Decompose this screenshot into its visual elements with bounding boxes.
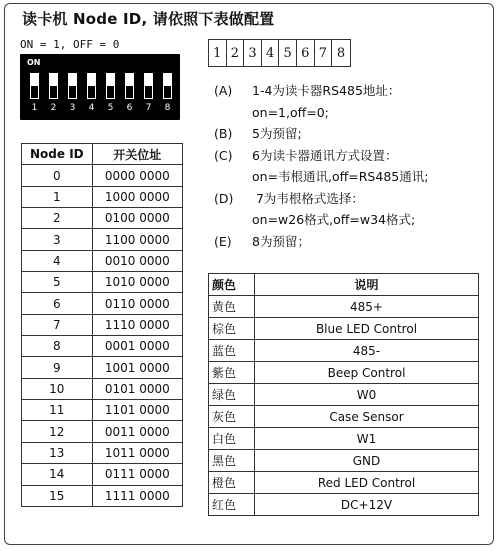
node-id-cell: 3 [22,229,93,250]
node-id-cell: 15 [22,485,93,506]
switch-address-cell: 0100 0000 [92,208,182,229]
switch-address-cell: 0001 0000 [92,336,182,357]
wire-description-cell: GND [255,450,479,472]
note-c-detail: on=韦根通讯,off=RS485通讯; [252,169,429,184]
wire-description-cell: Red LED Control [255,472,479,494]
switch-address-cell: 1010 0000 [92,272,182,293]
table-row [22,229,183,250]
node-id-cell: 6 [22,293,93,314]
table-row [209,362,479,384]
bit-box: 8 [336,45,346,61]
switch-address-cell: 1000 0000 [92,186,182,207]
switch-address-cell: 1110 0000 [92,314,182,335]
note-text: 7为韦根格式选择： [252,190,364,206]
header-switch-address: 开关位址 [92,144,182,165]
node-id-cell: 9 [22,357,93,378]
node-id-cell: 1 [22,186,93,207]
table-row [209,296,479,318]
table-row [209,340,479,362]
node-id-cell: 13 [22,442,93,463]
bit-position-boxes [208,39,351,67]
dip-number: 7 [145,103,152,113]
table-row [22,165,183,186]
node-id-cell: 10 [22,378,93,399]
dip-switch-8 [163,73,172,99]
node-id-cell: 12 [22,421,93,442]
note-text: 1-4为读卡器RS485地址： [252,83,401,98]
note-text: 8为预留； [252,233,310,249]
table-row [22,314,183,335]
note-label: (B) [214,126,233,141]
dip-switch-2 [49,73,58,99]
node-id-cell: 7 [22,314,93,335]
header-description: 说明 [255,274,479,296]
header-color: 颜色 [209,274,255,296]
note-e [214,231,428,253]
note-label: (D) [214,190,234,206]
switch-address-cell: 1101 0000 [92,400,182,421]
note-text: 6为读卡器通讯方式设置： [252,147,398,163]
dip-number: 4 [88,103,95,113]
dip-switch-6 [125,73,134,99]
table-row [22,421,183,442]
switch-address-cell: 1011 0000 [92,442,182,463]
node-id-cell: 2 [22,208,93,229]
switch-address-cell: 1111 0000 [92,485,182,506]
note-d-detail: on=w26格式,off=w34格式; [252,212,416,227]
table-row [22,208,183,229]
dip-number: 2 [50,103,57,113]
dip-switch-3 [68,73,77,99]
switch-address-cell: 0011 0000 [92,421,182,442]
switch-address-cell: 1100 0000 [92,229,182,250]
table-row [22,378,183,399]
node-id-cell: 11 [22,400,93,421]
dip-switch-4 [87,73,96,99]
wire-color-cell: 绿色 [209,384,255,406]
bit-box: 2 [227,40,245,66]
note-text: 5为预留; [252,126,302,141]
note-label: (E) [214,233,232,249]
note-b [214,123,428,145]
bit-box: 1 [209,40,227,66]
switch-address-cell: 0010 0000 [92,250,182,271]
table-row [22,400,183,421]
dip-number: 5 [107,103,114,113]
note-c [214,145,428,167]
node-id-table [21,143,183,507]
bit-box: 5 [279,40,297,66]
wire-color-cell: 黄色 [209,296,255,318]
table-header-row [209,274,479,296]
wire-color-cell: 白色 [209,428,255,450]
wire-description-cell: 485+ [255,296,479,318]
switch-address-cell: 1001 0000 [92,357,182,378]
wire-description-cell: W0 [255,384,479,406]
table-row [22,464,183,485]
dip-number: 3 [69,103,76,113]
wire-description-cell: W1 [255,428,479,450]
table-row [209,384,479,406]
dip-number: 1 [31,103,38,113]
bit-box: 4 [262,40,280,66]
table-row [22,186,183,207]
table-row [22,357,183,378]
wire-color-cell: 黑色 [209,450,255,472]
node-id-cell: 4 [22,250,93,271]
table-row [22,250,183,271]
bit-box: 3 [244,40,262,66]
dip-switch-diagram [20,54,180,120]
node-id-cell: 8 [22,336,93,357]
dip-switch-7 [144,73,153,99]
wire-color-cell: 蓝色 [209,340,255,362]
header-node-id: Node ID [22,144,93,165]
table-header-row [22,144,183,165]
configuration-notes [214,80,428,252]
note-a [214,80,428,102]
note-d [214,188,428,210]
dip-switch-1 [30,73,39,99]
wire-color-cell: 红色 [209,494,255,516]
dip-switch-5 [106,73,115,99]
table-row [209,494,479,516]
node-id-cell: 5 [22,272,93,293]
table-row [22,336,183,357]
wire-color-table [208,273,479,516]
table-row [209,406,479,428]
switch-address-cell: 0111 0000 [92,464,182,485]
node-id-cell: 14 [22,464,93,485]
node-id-cell: 0 [22,165,93,186]
wire-description-cell: DC+12V [255,494,479,516]
wire-description-cell: Blue LED Control [255,318,479,340]
page-title: 读卡机 Node ID, 请依照下表做配置 [22,10,275,28]
on-off-legend: ON = 1, OFF = 0 [20,38,120,51]
note-a-detail: on=1,off=0; [252,104,329,120]
switch-address-cell: 0101 0000 [92,378,182,399]
table-row [22,293,183,314]
table-row [209,450,479,472]
table-row [209,472,479,494]
table-row [22,272,183,293]
switch-address-cell: 0000 0000 [92,165,182,186]
wire-color-cell: 棕色 [209,318,255,340]
dip-number: 8 [164,103,171,113]
wire-color-cell: 紫色 [209,362,255,384]
bit-box: 6 [297,40,315,66]
table-row [209,428,479,450]
dip-number: 6 [126,103,133,113]
wire-color-cell: 橙色 [209,472,255,494]
wire-description-cell: 485- [255,340,479,362]
wire-color-cell: 灰色 [209,406,255,428]
table-row [22,485,183,506]
wire-description-cell: Case Sensor [255,406,479,428]
bit-box: 7 [315,40,333,66]
note-label: (A) [214,83,233,98]
table-row [22,442,183,463]
table-row [209,318,479,340]
switch-address-cell: 0110 0000 [92,293,182,314]
note-label: (C) [214,147,233,163]
wire-description-cell: Beep Control [255,362,479,384]
dip-on-label: ON [27,58,41,67]
